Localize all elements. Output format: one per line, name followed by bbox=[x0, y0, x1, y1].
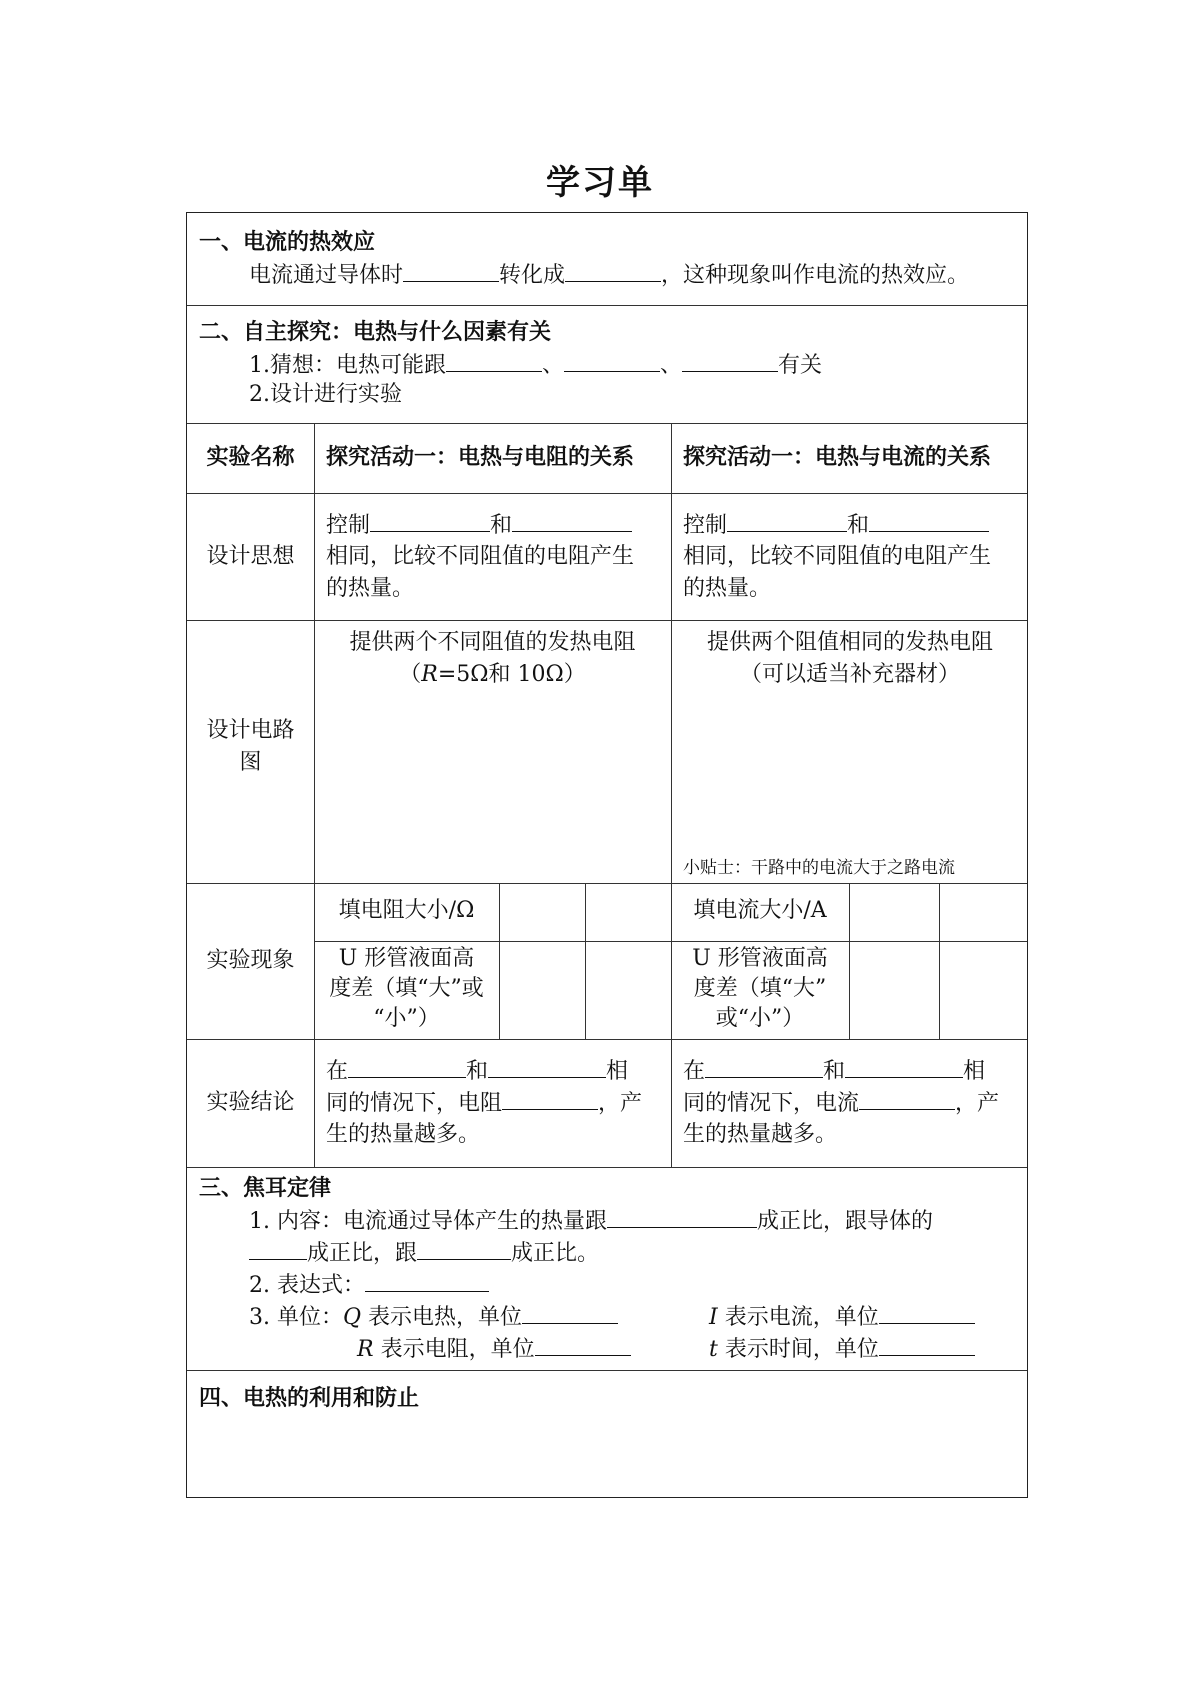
blank-field[interactable] bbox=[879, 1301, 975, 1324]
row-label-phenomenon: 实验现象 bbox=[206, 948, 295, 973]
conclusion-2-line2: 同的情况下，电流 ，产 bbox=[683, 1087, 999, 1120]
conclusion-2-line3: 生的热量越多。 bbox=[683, 1122, 838, 1147]
divider bbox=[187, 493, 1027, 494]
blank-field[interactable] bbox=[522, 1301, 618, 1324]
row-label-circuit-b: 图 bbox=[239, 750, 262, 775]
fill-resistance-label: 填电阻大小/Ω bbox=[338, 898, 475, 923]
section-3-heading: 三、焦耳定律 bbox=[199, 1176, 332, 1201]
blank-field[interactable] bbox=[512, 509, 632, 532]
design-idea-2: 控制 和 bbox=[683, 509, 989, 542]
design-idea-1-line2: 相同，比较不同阻值的电阻产生 bbox=[326, 544, 635, 569]
fill-current-label: 填电流大小/A bbox=[693, 898, 827, 923]
divider bbox=[187, 305, 1027, 306]
law-units-resistance: R 表示电阻，单位 bbox=[357, 1333, 631, 1366]
activity-2-header: 探究活动一：电热与电流的关系 bbox=[683, 445, 992, 470]
divider bbox=[187, 1370, 1027, 1371]
utube-label-1c: “小”） bbox=[373, 1006, 440, 1031]
blank-field[interactable] bbox=[502, 1087, 598, 1110]
blank-field[interactable] bbox=[348, 1055, 466, 1078]
utube-label-2c: 或“小”） bbox=[715, 1006, 805, 1031]
blank-field[interactable] bbox=[565, 259, 661, 282]
design-idea-1-line3: 的热量。 bbox=[326, 576, 415, 601]
divider bbox=[187, 1167, 1027, 1168]
blank-field[interactable] bbox=[446, 349, 542, 372]
conclusion-2-line1: 在 和 相 bbox=[683, 1055, 985, 1088]
blank-field[interactable] bbox=[488, 1055, 606, 1078]
design-line: 2.设计进行实验 bbox=[249, 382, 402, 407]
row-label-design-idea: 设计思想 bbox=[206, 544, 295, 569]
section-4-heading: 四、电热的利用和防止 bbox=[199, 1386, 420, 1411]
section-2-heading: 二、自主探究：电热与什么因素有关 bbox=[199, 320, 552, 345]
law-units-time: t 表示时间，单位 bbox=[709, 1333, 975, 1366]
circuit-2-note-a: 提供两个阻值相同的发热电阻 bbox=[706, 630, 993, 655]
law-units-line1: 3. 单位：Q 表示电热，单位 bbox=[249, 1301, 618, 1334]
blank-field[interactable] bbox=[417, 1237, 511, 1260]
blank-field[interactable] bbox=[879, 1333, 975, 1356]
worksheet-table bbox=[186, 212, 1028, 1498]
blank-field[interactable] bbox=[705, 1055, 823, 1078]
divider bbox=[187, 1039, 1027, 1040]
blank-field[interactable] bbox=[535, 1333, 631, 1356]
tip-note: 小贴士：干路中的电流大于之路电流 bbox=[683, 858, 955, 878]
blank-field[interactable] bbox=[607, 1205, 757, 1228]
blank-field[interactable] bbox=[365, 1269, 489, 1292]
design-idea-2-line2: 相同，比较不同阻值的电阻产生 bbox=[683, 544, 992, 569]
blank-field[interactable] bbox=[682, 349, 778, 372]
design-idea-1: 控制 和 bbox=[326, 509, 632, 542]
blank-field[interactable] bbox=[564, 349, 660, 372]
page-title: 学习单 bbox=[546, 163, 654, 203]
blank-field[interactable] bbox=[869, 509, 989, 532]
utube-label-2b: 度差（填“大” bbox=[693, 976, 827, 1001]
row-label-circuit-a: 设计电路 bbox=[206, 718, 295, 743]
utube-label-1a: U 形管液面高 bbox=[338, 946, 475, 971]
law-content-line1: 1. 内容：电流通过导体产生的热量跟 成正比，跟导体的 bbox=[249, 1205, 933, 1238]
activity-1-header: 探究活动一：电热与电阻的关系 bbox=[326, 445, 635, 470]
utube-label-2a: U 形管液面高 bbox=[692, 946, 828, 971]
design-idea-2-line3: 的热量。 bbox=[683, 576, 772, 601]
divider bbox=[849, 883, 850, 1039]
circuit-2-note-b: （可以适当补充器材） bbox=[739, 662, 960, 687]
divider bbox=[671, 423, 672, 1167]
blank-field[interactable] bbox=[727, 509, 847, 532]
divider bbox=[499, 883, 500, 1039]
blank-field[interactable] bbox=[859, 1087, 955, 1110]
blank-field[interactable] bbox=[403, 259, 499, 282]
law-content-line2: 成正比，跟 成正比。 bbox=[249, 1237, 599, 1270]
utube-label-1b: 度差（填“大”或 bbox=[329, 976, 484, 1001]
section-1-sentence: 电流通过导体时 转化成 ，这种现象叫作电流的热效应。 bbox=[249, 259, 969, 292]
circuit-1-note-a: 提供两个不同阻值的发热电阻 bbox=[349, 630, 636, 655]
divider bbox=[585, 883, 586, 1039]
conclusion-1-line3: 生的热量越多。 bbox=[326, 1122, 481, 1147]
divider bbox=[187, 620, 1027, 621]
row-label-conclusion: 实验结论 bbox=[206, 1090, 295, 1115]
section-1-heading: 一、电流的热效应 bbox=[199, 230, 376, 255]
blank-field[interactable] bbox=[370, 509, 490, 532]
law-units-current: I 表示电流，单位 bbox=[709, 1301, 975, 1334]
divider bbox=[314, 423, 315, 1167]
divider bbox=[187, 423, 1027, 424]
circuit-1-note-b: （R=5Ω和 10Ω） bbox=[399, 662, 586, 687]
divider bbox=[939, 883, 940, 1039]
column-header-experiment: 实验名称 bbox=[206, 445, 295, 470]
conclusion-1-line2: 同的情况下，电阻 ，产 bbox=[326, 1087, 642, 1120]
blank-field[interactable] bbox=[845, 1055, 963, 1078]
law-expression: 2. 表达式： bbox=[249, 1269, 489, 1302]
divider bbox=[187, 883, 1027, 884]
blank-field[interactable] bbox=[249, 1237, 307, 1260]
conclusion-1-line1: 在 和 相 bbox=[326, 1055, 628, 1088]
guess-line: 1.猜想：电热可能跟 、 、 有关 bbox=[249, 349, 822, 382]
